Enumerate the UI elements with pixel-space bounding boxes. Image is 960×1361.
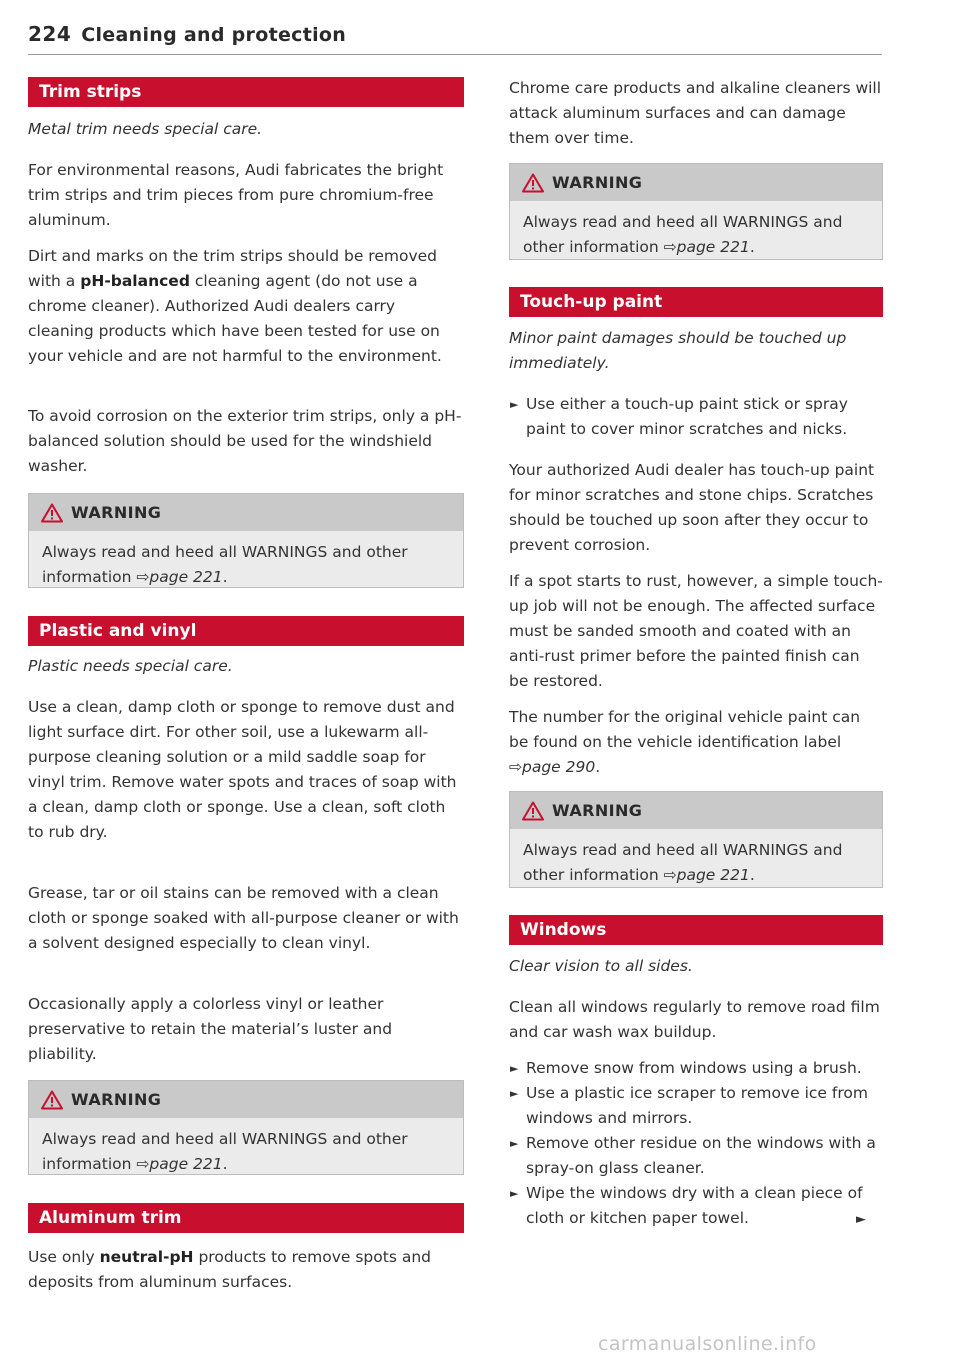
reference-arrow: ⇨ <box>136 1155 150 1173</box>
paragraph: Chrome care products and alkaline cleaners will attack aluminum surfaces and can damage them over time. <box>509 79 882 147</box>
page-number: 224 <box>28 22 72 46</box>
section-heading-trim-strips: Trim strips <box>28 77 464 107</box>
warning-label: WARNING <box>71 503 162 522</box>
page-reference[interactable]: page 221 <box>676 238 750 256</box>
list-item: ► Wipe the windows dry with a clean piece of cloth or kitchen paper towel. <box>509 1181 883 1231</box>
reference-arrow: ⇨ <box>663 866 677 884</box>
warning-header <box>29 494 463 531</box>
warning-box <box>509 791 883 888</box>
page-header <box>28 22 882 55</box>
list-item: ► Remove snow from windows using a brush. <box>509 1056 883 1081</box>
page-reference[interactable]: page 221 <box>149 568 223 586</box>
section-heading-plastic-vinyl: Plastic and vinyl <box>28 616 464 646</box>
watermark: carmanualsonline.info <box>598 1333 817 1355</box>
warning-header <box>510 792 882 829</box>
section-intro: Minor paint damages should be touched up immediately. <box>509 329 847 372</box>
section-intro: Plastic needs special care. <box>28 657 233 675</box>
warning-header <box>510 164 882 201</box>
warning-text: Always read and heed all WARNINGS and other information ⇨page 221. <box>42 1130 408 1173</box>
bullet-icon: ► <box>510 1087 519 1100</box>
bullet-list <box>509 1056 883 1231</box>
page-reference[interactable]: page 290 <box>522 758 596 776</box>
warning-label: WARNING <box>71 1090 162 1109</box>
page-reference[interactable]: page 221 <box>676 866 750 884</box>
list-item: ► Use either a touch-up paint stick or spray paint to cover minor scratches and nicks. <box>509 392 883 442</box>
continue-arrow-icon: ► <box>856 1212 866 1227</box>
warning-text: Always read and heed all WARNINGS and other information ⇨page 221. <box>42 543 408 586</box>
warning-triangle-icon <box>41 1090 63 1110</box>
paragraph: Clean all windows regularly to remove road film and car wash wax buildup. <box>509 998 880 1041</box>
warning-box <box>509 163 883 260</box>
bullet-icon: ► <box>510 398 519 411</box>
paragraph: Use a clean, damp cloth or sponge to remove dust and light surface dirt. For other soil, use a lukewarm all-purpose cleaning solution or a mild saddle soap for vinyl trim. Remove water spots and traces of soap with a clean, damp cloth or sponge. Use a clean, soft cloth to rub dry. <box>28 698 457 841</box>
warning-label: WARNING <box>552 173 643 192</box>
paragraph: For environmental reasons, Audi fabricates the bright trim strips and trim pieces from pure chromium-free aluminum. <box>28 161 444 229</box>
warning-header <box>29 1081 463 1118</box>
bullet-icon: ► <box>510 1062 519 1075</box>
paragraph: Use only neutral-pH products to remove spots and deposits from aluminum surfaces. <box>28 1248 431 1291</box>
warning-text: Always read and heed all WARNINGS and other information ⇨page 221. <box>523 213 843 256</box>
section-heading-windows: Windows <box>509 915 883 945</box>
paragraph: Your authorized Audi dealer has touch-up paint for minor scratches and stone chips. Scratches should be touched up soon after they occur to prevent corrosion. <box>509 461 875 554</box>
section-heading-touch-up-paint: Touch-up paint <box>509 287 883 317</box>
chapter-title: Cleaning and protection <box>81 24 347 46</box>
paragraph: The number for the original vehicle paint can be found on the vehicle identification label ⇨page 290. <box>509 708 861 776</box>
reference-arrow: ⇨ <box>663 238 677 256</box>
section-heading-aluminum-trim: Aluminum trim <box>28 1203 464 1233</box>
paragraph: If a spot starts to rust, however, a simple touch-up job will not be enough. The affected surface must be sanded smooth and coated with an anti-rust primer before the painted finish can be restored. <box>509 572 883 690</box>
bullet-icon: ► <box>510 1137 519 1150</box>
bold-term: pH-balanced <box>80 272 190 290</box>
bullet-list <box>509 392 883 442</box>
warning-text: Always read and heed all WARNINGS and other information ⇨page 221. <box>523 841 843 884</box>
reference-arrow: ⇨ <box>509 758 522 776</box>
section-intro: Clear vision to all sides. <box>509 957 693 975</box>
paragraph: Grease, tar or oil stains can be removed with a clean cloth or sponge soaked with all-purpose cleaner or with a solvent designed especially to clean vinyl. <box>28 884 459 952</box>
bold-term: neutral-pH <box>99 1248 194 1266</box>
warning-triangle-icon <box>522 173 544 193</box>
section-intro: Metal trim needs special care. <box>28 120 263 138</box>
warning-triangle-icon <box>522 801 544 821</box>
page-reference[interactable]: page 221 <box>149 1155 223 1173</box>
warning-box <box>28 493 464 588</box>
warning-box <box>28 1080 464 1175</box>
paragraph: Dirt and marks on the trim strips should be removed with a pH-balanced cleaning agent (do not use a chrome cleaner). Authorized Audi dealers carry cleaning products which have been tested for use on your vehicle and are not harmful to the environment. <box>28 247 442 365</box>
paragraph: Occasionally apply a colorless vinyl or leather preservative to retain the material’s luster and pliability. <box>28 995 393 1063</box>
warning-triangle-icon <box>41 503 63 523</box>
warning-label: WARNING <box>552 801 643 820</box>
paragraph: To avoid corrosion on the exterior trim strips, only a pH-balanced solution should be used for the windshield washer. <box>28 407 462 475</box>
reference-arrow: ⇨ <box>136 568 150 586</box>
list-item: ► Remove other residue on the windows with a spray-on glass cleaner. <box>509 1131 883 1181</box>
bullet-icon: ► <box>510 1187 519 1200</box>
list-item: ► Use a plastic ice scraper to remove ice from windows and mirrors. <box>509 1081 883 1131</box>
